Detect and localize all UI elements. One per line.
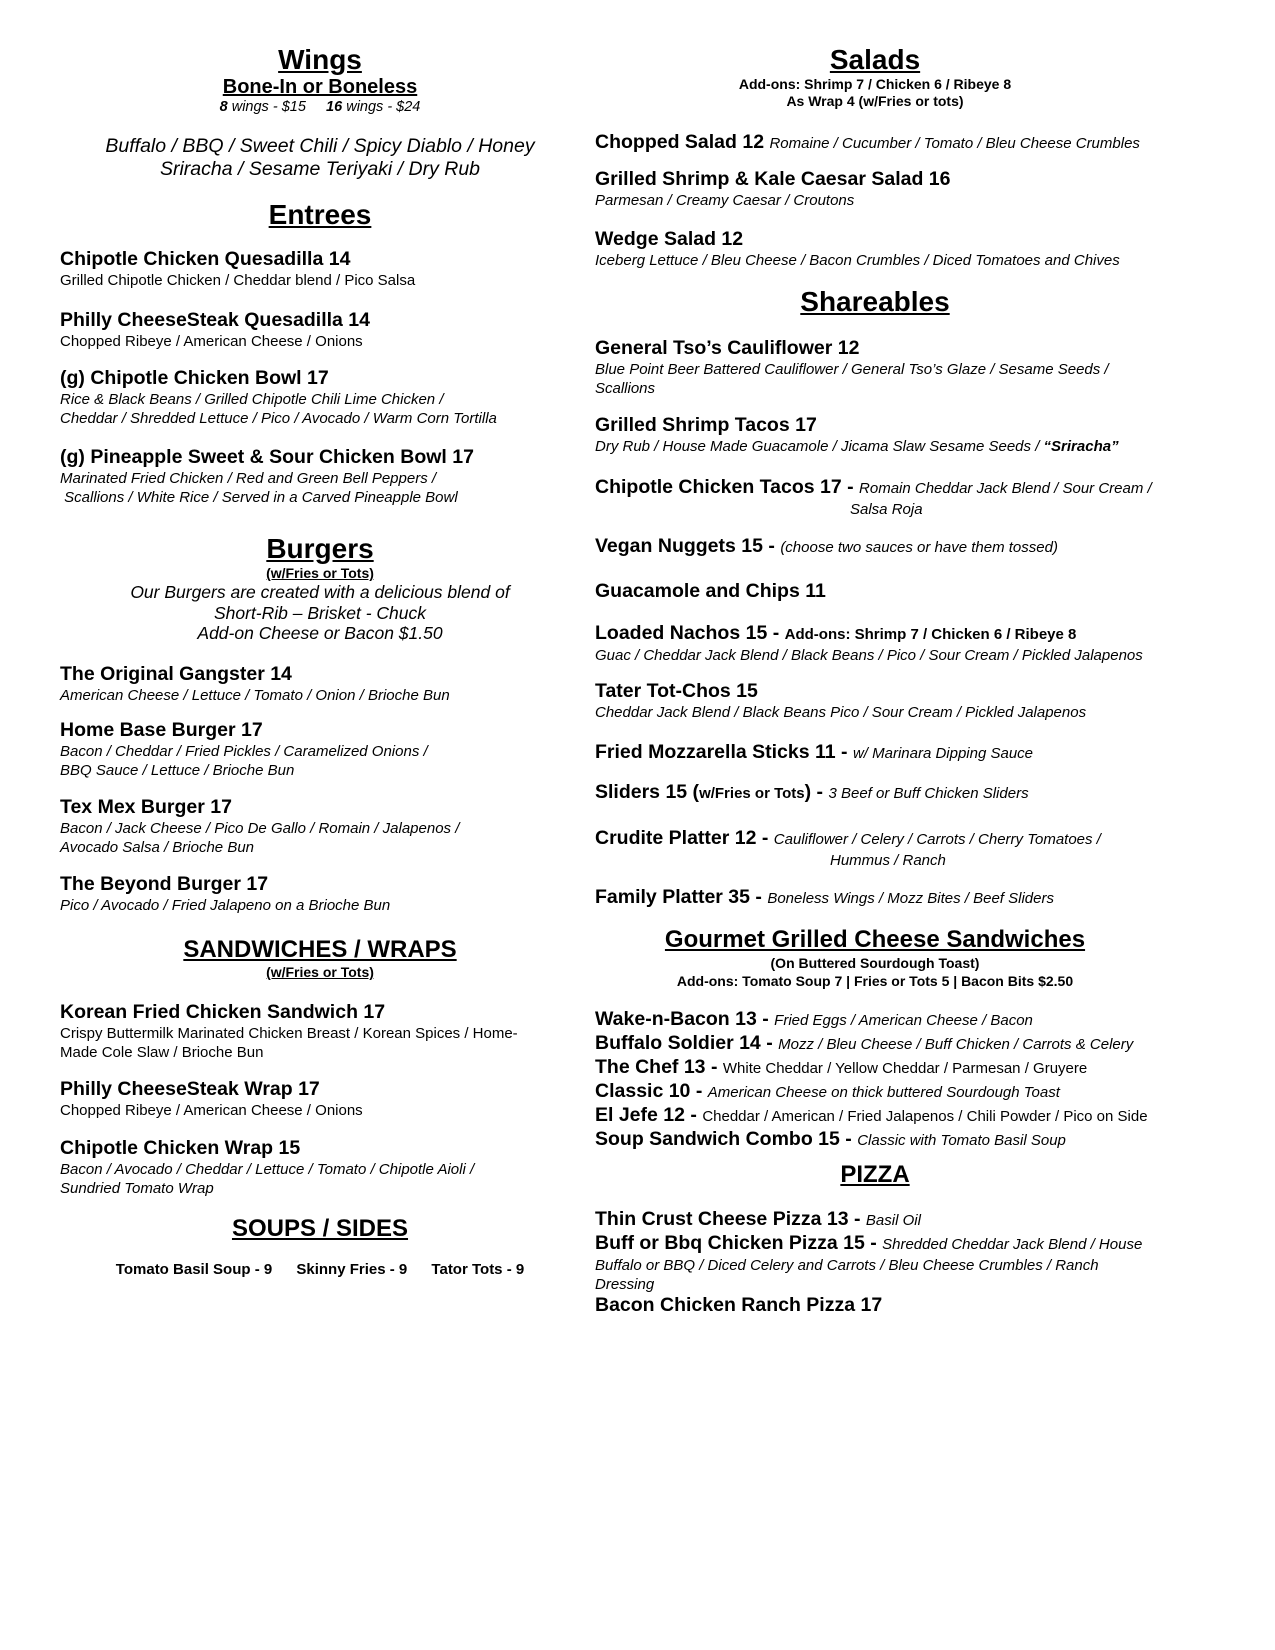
item-description: Chopped Ribeye / American Cheese / Onions [60,1102,363,1119]
sandwiches-subtitle: (w/Fries or Tots) [266,964,374,980]
shareables-section-title [595,286,1155,318]
item-name: Buff or Bbq Chicken Pizza 15 - [595,1232,883,1254]
menu-item [595,414,1215,456]
item-description: Pico / Avocado / Fried Jalapeno on a Brioche Bun [60,897,391,914]
item-description: Cauliflower / Celery / Carrots / Cherry Tomatoes / [773,831,1101,848]
menu-item [595,1080,1215,1104]
grilled-cheese-addons: Add-ons: Tomato Soup 7 | Fries or Tots 5 | Bacon Bits $2.50 [676,973,1074,989]
pizza-title: PIZZA [840,1161,910,1188]
wings-subtitle: Bone-In or Boneless [222,76,418,98]
grilled-cheese-title: Gourmet Grilled Cheese Sandwiches [664,926,1086,953]
side-item: Tomato Basil Soup - 9 [115,1261,273,1278]
menu-item [60,1001,580,1062]
item-description: Parmesan / Creamy Caesar / Croutons [595,192,855,209]
item-name: Vegan Nuggets 15 - [595,535,781,557]
sandwiches-title: SANDWICHES / WRAPS [183,936,457,963]
item-name: Tater Tot-Chos 15 [595,680,758,702]
item-description: Buffalo or BBQ / Diced Celery and Carrots / Bleu Cheese Crumbles / Ranch [595,1257,1099,1274]
menu-item [60,873,580,915]
item-description: Dry Rub / House Made Guacamole / Jicama Slaw Sesame Seeds / [595,438,1044,455]
item-description: Fried Eggs / American Cheese / Bacon [774,1012,1033,1029]
item-description: Cheddar / American / Fried Jalapenos / Chili Powder / Pico on Side [702,1108,1148,1125]
menu-item [595,476,1215,519]
item-name: Loaded Nachos 15 - [595,622,785,644]
item-name: El Jefe 12 - [595,1104,703,1126]
item-description: w/ Marinara Dipping Sauce [852,745,1034,762]
item-description: Boneless Wings / Mozz Bites / Beef Sliders [767,890,1054,907]
soups-title: SOUPS / SIDES [231,1215,409,1242]
entrees-section-title [60,199,580,231]
menu-item [595,1208,1215,1232]
shareables-title: Shareables [800,286,950,317]
item-description: Cheddar / Shredded Lettuce / Pico / Avocado / Warm Corn Tortilla [60,410,497,427]
item-name: Soup Sandwich Combo 15 - [595,1128,858,1150]
menu-item [595,580,1215,603]
item-description: American Cheese on thick buttered Sourdough Toast [707,1084,1060,1101]
salads-wrap-option: As Wrap 4 (w/Fries or tots) [786,93,964,109]
wings-8-price: wings - $15 [227,99,306,115]
menu-item [60,663,580,705]
item-name: Chipotle Chicken Quesadilla 14 [60,248,351,270]
side-item: Tator Tots - 9 [431,1261,525,1278]
item-description: 3 Beef or Buff Chicken Sliders [828,785,1029,802]
wings-title: Wings [278,44,362,75]
item-description: Bacon / Cheddar / Fried Pickles / Caramelized Onions / [60,743,428,760]
burgers-intro-line1: Our Burgers are created with a delicious blend of [130,582,510,602]
soups-section-title [60,1215,580,1243]
sides-list [60,1260,580,1279]
item-description: Shredded Cheddar Jack Blend / House [882,1236,1143,1253]
item-description: Iceberg Lettuce / Bleu Cheese / Bacon Crumbles / Diced Tomatoes and Chives [595,252,1120,269]
item-description: American Cheese / Lettuce / Tomato / Onion / Brioche Bun [60,687,450,704]
item-name: Classic 10 - [595,1080,708,1102]
item-name: Family Platter 35 - [595,886,768,908]
item-description: Chopped Ribeye / American Cheese / Onions [60,333,363,350]
menu-item [60,719,580,780]
item-name: General Tso’s Cauliflower 12 [595,337,860,359]
pizza-list [595,1208,1215,1317]
item-name: Thin Crust Cheese Pizza 13 - [595,1208,866,1230]
menu-item [595,741,1215,765]
wings-prices [60,98,580,116]
menu-item [595,1232,1215,1256]
salads-section [595,44,1155,110]
item-description: Bacon / Jack Cheese / Pico De Gallo / Romain / Jalapenos / [60,820,460,837]
wings-section [60,44,580,116]
item-description: White Cheddar / Yellow Cheddar / Parmesan / Gruyere [722,1060,1088,1077]
menu-item [595,337,1215,398]
menu-item [60,1137,580,1198]
item-side-option: w/Fries or Tots [699,785,805,802]
item-name: Grilled Shrimp Tacos 17 [595,414,817,436]
item-name: Philly CheeseSteak Quesadilla 14 [60,309,370,331]
item-name: Grilled Shrimp & Kale Caesar Salad 16 [595,168,951,190]
menu-item [595,535,1215,559]
item-name: Wedge Salad 12 [595,228,744,250]
item-description: Scallions / White Rice / Served in a Carved Pineapple Bowl [60,489,458,506]
menu-item [595,1128,1215,1152]
item-name: (g) Pineapple Sweet & Sour Chicken Bowl 17 [60,446,474,468]
item-description: Blue Point Beer Battered Cauliflower / General Tso’s Glaze / Sesame Seeds / [595,361,1109,378]
item-name: Guacamole and Chips 11 [595,580,826,602]
item-description-highlight: “Sriracha” [1043,438,1119,455]
item-description: Sundried Tomato Wrap [60,1180,214,1197]
menu-item [595,1104,1215,1128]
item-description: Scallions [595,380,656,397]
burgers-intro-line2: Short-Rib – Brisket - Chuck [213,602,426,623]
item-description: (choose two sauces or have them tossed) [780,539,1058,556]
item-description: Dressing [595,1276,655,1293]
item-name: The Original Gangster 14 [60,663,292,685]
pizza-section-title [595,1161,1155,1189]
item-name: Buffalo Soldier 14 - [595,1032,779,1054]
menu-item [60,796,580,857]
entrees-title: Entrees [268,199,372,230]
burgers-intro-line3: Add-on Cheese or Bacon $1.50 [197,623,443,643]
menu-item [60,446,580,507]
item-description: Classic with Tomato Basil Soup [857,1132,1066,1149]
item-description: Hummus / Ranch [830,852,946,869]
item-name: The Beyond Burger 17 [60,873,269,895]
menu-item [595,168,1215,210]
grilled-cheese-list [595,1008,1215,1152]
menu-item [595,228,1215,270]
menu-item [60,367,580,428]
item-description: Made Cole Slaw / Brioche Bun [60,1044,264,1061]
menu-item [595,131,1215,155]
burgers-title: Burgers [266,533,374,564]
item-description: Basil Oil [865,1212,921,1229]
item-name: Wake-n-Bacon 13 - [595,1008,775,1030]
grilled-cheese-subtitle: (On Buttered Sourdough Toast) [770,955,980,971]
menu-item [595,827,1215,870]
item-description: Romaine / Cucumber / Tomato / Bleu Cheese Crumbles [769,135,1140,152]
grilled-cheese-section [595,926,1155,990]
item-name: Chipotle Chicken Wrap 15 [60,1137,301,1159]
item-name-suffix: ) - [804,781,829,803]
wings-16-price: wings - $24 [342,99,421,115]
item-description: Salsa Roja [850,501,923,518]
item-description: Guac / Cheddar Jack Blend / Black Beans / Pico / Sour Cream / Pickled Jalapenos [595,647,1143,664]
item-name: Chipotle Chicken Tacos 17 - [595,476,860,498]
item-name: Bacon Chicken Ranch Pizza 17 [595,1294,883,1316]
burgers-section [60,533,580,644]
menu-item [595,622,1215,665]
item-addons: Add-ons: Shrimp 7 / Chicken 6 / Ribeye 8 [784,626,1077,643]
item-name: Philly CheeseSteak Wrap 17 [60,1078,320,1100]
menu-item [595,1294,1215,1317]
item-name: Chopped Salad 12 [595,131,765,153]
item-name: (g) Chipotle Chicken Bowl 17 [60,367,329,389]
item-description: Bacon / Avocado / Cheddar / Lettuce / Tomato / Chipotle Aioli / [60,1161,475,1178]
item-description: Rice & Black Beans / Grilled Chipotle Chili Lime Chicken / [60,391,444,408]
item-description: Mozz / Bleu Cheese / Buff Chicken / Carrots & Celery [778,1036,1134,1053]
wings-8-count: 8 [219,99,228,115]
item-description: Marinated Fried Chicken / Red and Green Bell Peppers / [60,470,437,487]
menu-item [60,309,580,351]
item-description: BBQ Sauce / Lettuce / Brioche Bun [60,762,295,779]
item-name: Sliders 15 ( [595,781,700,803]
wings-flavors-line1: Buffalo / BBQ / Sweet Chili / Spicy Diablo / Honey [105,135,535,157]
wings-16-count: 16 [326,99,343,115]
item-name: Tex Mex Burger 17 [60,796,232,818]
side-item: Skinny Fries - 9 [296,1261,408,1278]
menu-item [595,680,1215,722]
item-description: Romain Cheddar Jack Blend / Sour Cream / [859,480,1152,497]
salads-addons: Add-ons: Shrimp 7 / Chicken 6 / Ribeye 8 [738,76,1012,92]
item-description: Grilled Chipotle Chicken / Cheddar blend / Pico Salsa [60,272,416,289]
menu-item [60,1078,580,1120]
item-name: Fried Mozzarella Sticks 11 - [595,741,853,763]
item-name: Crudite Platter 12 - [595,827,774,849]
item-description: Crispy Buttermilk Marinated Chicken Breast / Korean Spices / Home- [60,1025,518,1042]
menu-item [595,781,1215,805]
menu-item [595,1056,1215,1080]
menu-item [595,1008,1215,1032]
wings-flavors [60,135,580,181]
burgers-subtitle: (w/Fries or Tots) [266,565,374,581]
sandwiches-section [60,936,580,981]
item-description: Cheddar Jack Blend / Black Beans Pico / Sour Cream / Pickled Jalapenos [595,704,1087,721]
item-name: Korean Fried Chicken Sandwich 17 [60,1001,386,1023]
item-description: Avocado Salsa / Brioche Bun [60,839,255,856]
menu-item [595,886,1215,910]
wings-flavors-line2: Sriracha / Sesame Teriyaki / Dry Rub [159,158,481,180]
item-name: Home Base Burger 17 [60,719,263,741]
salads-title: Salads [829,44,921,75]
item-name: The Chef 13 - [595,1056,723,1078]
menu-item [595,1032,1215,1056]
menu-item [60,248,580,290]
